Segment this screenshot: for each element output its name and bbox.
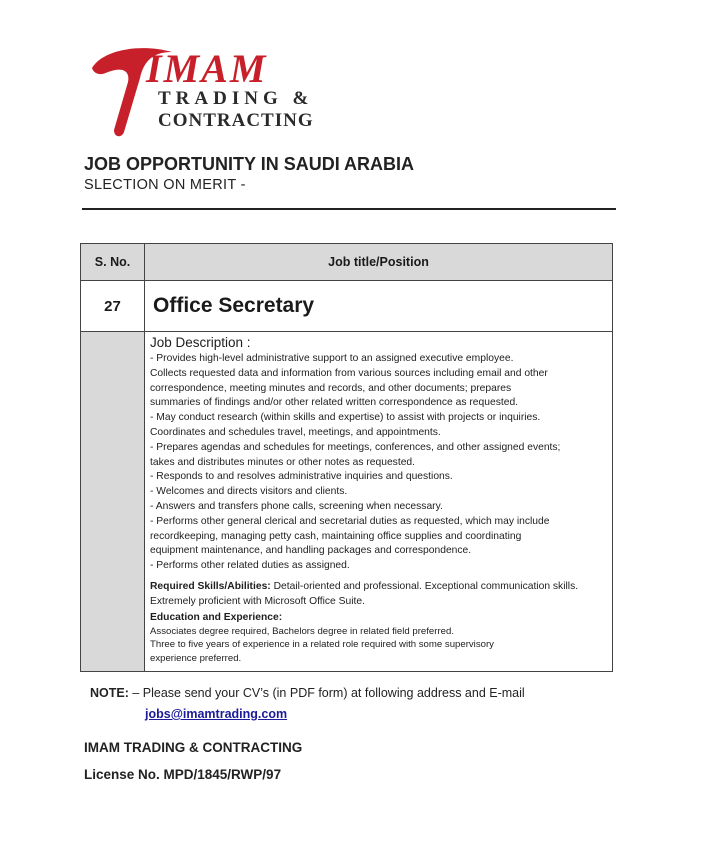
table-header-row: [81, 244, 613, 281]
page-title: JOB OPPORTUNITY IN SAUDI ARABIA: [84, 154, 415, 174]
company-name: IMAM TRADING & CONTRACTING: [84, 740, 303, 755]
email-link[interactable]: jobs@imamtrading.com: [145, 707, 288, 721]
description-line: - Performs other related duties as assigned.: [150, 560, 350, 572]
table-row: [81, 281, 613, 332]
note-label: NOTE:: [90, 686, 129, 700]
description-row: [81, 332, 613, 672]
education-line: Associates degree required, Bachelors degree in related field preferred.: [150, 625, 454, 637]
description-line: correspondence, meeting minutes and records, and other documents; prepares: [150, 382, 512, 394]
required-skills: [150, 579, 608, 609]
note-text: – Please send your CV’s (in PDF form) at following address and E-mail: [128, 686, 525, 700]
education-heading: Education and Experience:: [150, 611, 283, 623]
education-line: Three to five years of experience in a related role required with some supervisory: [150, 639, 494, 651]
description-line: - Performs other general clerical and secretarial duties as requested, which may include: [150, 515, 550, 527]
description-sno-blank: [81, 332, 145, 672]
description-line: - Prepares agendas and schedules for meetings, conferences, and other assigned events;: [150, 441, 561, 453]
skills-label: Required Skills/Abilities:: [150, 580, 271, 592]
description-line: takes and distributes minutes or other notes as requested.: [150, 456, 416, 468]
logo-brand-text: IMAM: [146, 46, 268, 91]
logo-line-1: TRADING &: [158, 88, 314, 109]
description-heading: Job Description :: [150, 335, 251, 350]
license-number: License No. MPD/1845/RWP/97: [84, 767, 282, 782]
description-line: summaries of findings and/or other related written correspondence as requested.: [150, 397, 519, 409]
jobs-table: [80, 243, 613, 672]
application-note: [90, 686, 525, 700]
divider: [82, 208, 616, 210]
job-description: [145, 332, 613, 672]
description-line: recordkeeping, managing petty cash, maintaining office supplies and coordinating: [150, 530, 522, 542]
row-job-title: Office Secretary: [145, 281, 613, 332]
description-line: - Answers and transfers phone calls, screening when necessary.: [150, 500, 443, 512]
row-sno: 27: [81, 281, 145, 332]
description-line: Coordinates and schedules travel, meetings, and appointments.: [150, 426, 441, 438]
page-subtitle: SLECTION ON MERIT -: [84, 177, 246, 193]
description-line: Collects requested data and information from various sources including email and other: [150, 367, 548, 379]
description-line: - Responds to and resolves administrative inquiries and questions.: [150, 471, 453, 483]
education-line: experience preferred.: [150, 652, 242, 664]
description-line: - May conduct research (within skills and expertise) to assist with projects or inquiries.: [150, 412, 541, 424]
skills-text: Detail-oriented and professional. Exceptional communication skills. Extremely proficient with Microsoft Office Suite.: [150, 580, 579, 607]
header-sno: S. No.: [81, 244, 145, 281]
description-line: equipment maintenance, and handling packages and correspondence.: [150, 545, 472, 557]
description-line: - Provides high-level administrative support to an assigned executive employee.: [150, 353, 514, 364]
description-line: - Welcomes and directs visitors and clients.: [150, 486, 348, 498]
header-job-title: Job title/Position: [145, 244, 613, 281]
logo-line-2: CONTRACTING: [158, 110, 314, 131]
